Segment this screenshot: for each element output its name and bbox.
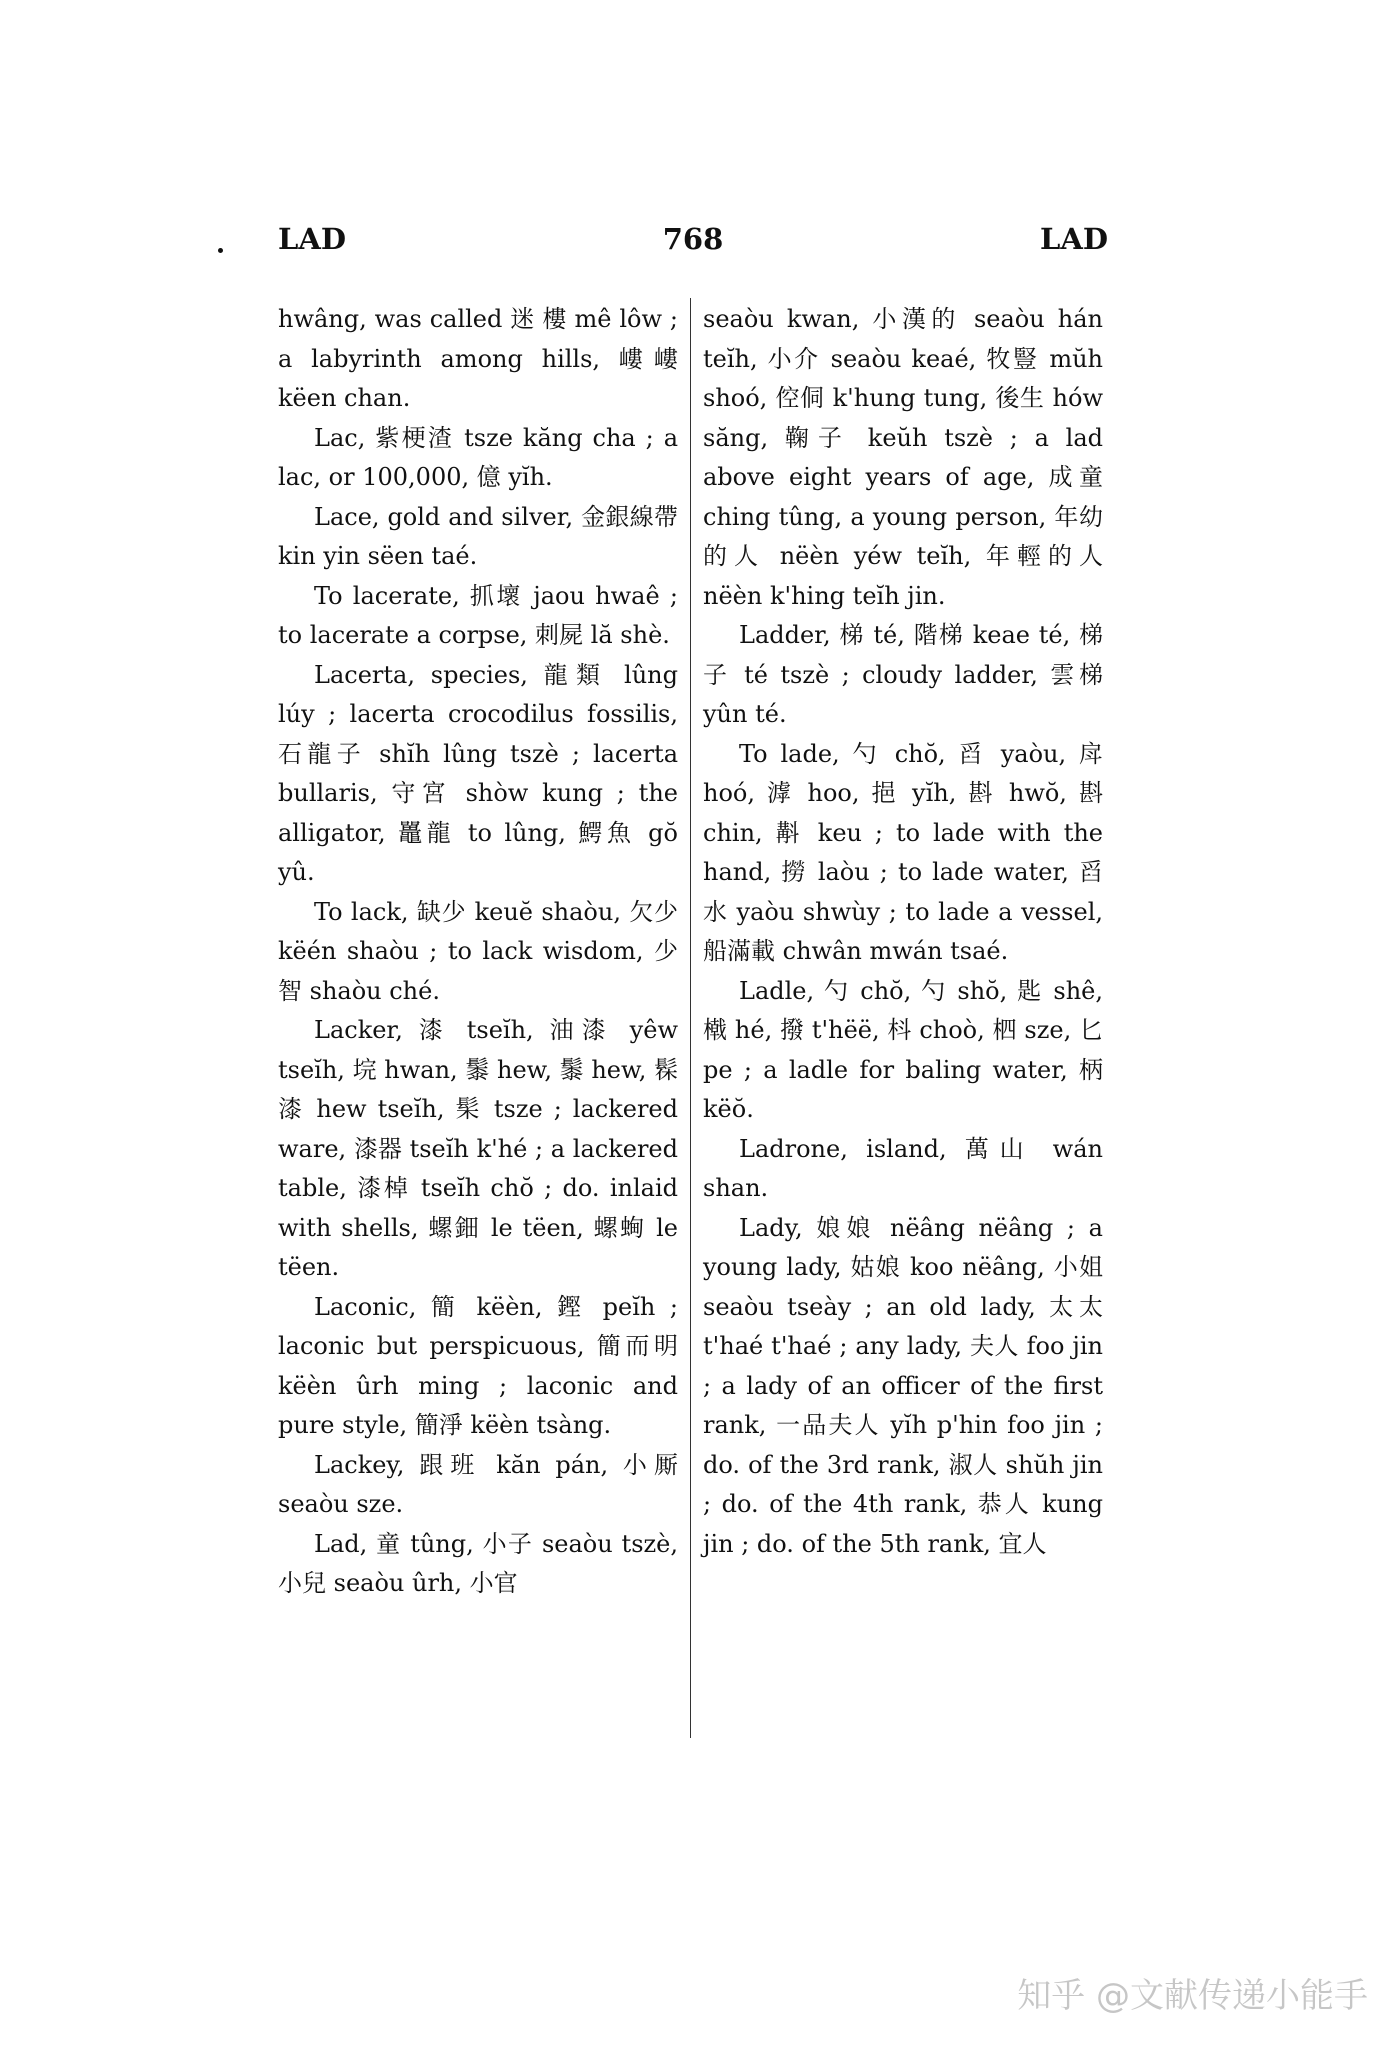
dictionary-entry: Ladrone, island, 萬山 wán shan. <box>703 1134 1103 1202</box>
dictionary-entry: Lacerta, species, 龍類 lûng lúy ; lacerta crocodilus fossilis, 石龍子 shĭh lûng tszè ; lacerta bullaris, 守宮 shòw kung ; the alligator, 鼉龍 to lûng, 鰐魚 gŏ yû. <box>278 660 678 886</box>
header-left-word: LAD <box>278 222 347 256</box>
column-rule <box>690 298 691 1738</box>
watermark: 知乎 @文献传递小能手 <box>1017 1976 1368 2016</box>
left-column <box>278 300 678 1604</box>
dictionary-entry: Ladle, 勺 chŏ, 勺 shŏ, 匙 shê, 橶 hé, 撥 t'hëë, 枓 choò, 柶 sze, 匕 pe ; a ladle for baling water, 柄 këŏ. <box>703 976 1103 1123</box>
entry-continuation: seaòu kwan, 小漢的 seaòu hán teĭh, 小介 seaòu keaé, 牧豎 mŭh shoó, 倥侗 k'hung tung, 後生 hów săng, 鞠子 keŭh tszè ; a lad above eight years of age, 成童 ching tûng, a young person, 年幼的人 nëèn yéw teĭh, 年輕的人 nëèn k'hing teĭh jin. <box>703 305 1103 610</box>
dictionary-entry: To lack, 缺少 keuĕ shaòu, 欠少 këén shaòu ; to lack wisdom, 少智 shaòu ché. <box>278 897 678 1005</box>
dictionary-entry: Lad, 童 tûng, 小子 seaòu tszè, 小兒 seaòu ûrh, 小官 <box>278 1529 678 1597</box>
header-right-word: LAD <box>1039 222 1108 256</box>
dictionary-entry: To lacerate, 抓壞 jaou hwaê ; to lacerate a corpse, 刺屍 lă shè. <box>278 581 678 649</box>
dictionary-entry: Laconic, 簡 këèn, 鏗 peĭh ; laconic but perspicuous, 簡而明 këèn ûrh ming ; laconic and pure style, 簡淨 këèn tsàng. <box>278 1292 678 1439</box>
page-number: 768 <box>662 222 724 256</box>
running-head <box>278 222 1108 262</box>
right-column <box>703 300 1103 1564</box>
dictionary-entry: Lace, gold and silver, 金銀線帶 kin yin sëen taé. <box>278 502 678 570</box>
dictionary-entry: Lacker, 漆 tseĭh, 油漆 yêw tseĭh, 垸 hwan, 䰍 hew, 䰍 hew, 髹漆 hew tseĭh, 髤 tsze ; lackered ware, 漆器 tseĭh k'hé ; a lackered table, 漆棹 tseĭh chŏ ; do. inlaid with shells, 螺鈿 le tëen, 螺蜔 le tëen. <box>278 1016 678 1281</box>
entry-continuation: hwâng, was called 迷 樓 mê lôw ; a labyrinth among hills, 嶁嶁 këen chan. <box>278 305 678 412</box>
dictionary-entry: To lade, 勺 chŏ, 舀 yaòu, 戽 hoó, 滹 hoo, 挹 yĭh, 斟 hwŏ, 斟 chin, 斠 keu ; to lade with the hand, 撈 laòu ; to lade water, 舀水 yaòu shwùy ; to lade a vessel, 船滿載 chwân mwán tsaé. <box>703 739 1103 965</box>
ink-dot <box>218 248 223 253</box>
dictionary-entry: Lackey, 跟班 kăn pán, 小厮 seaòu sze. <box>278 1450 678 1518</box>
dictionary-entry: Ladder, 梯 té, 階梯 keae té, 梯子 té tszè ; cloudy ladder, 雲梯 yûn té. <box>703 621 1103 728</box>
dictionary-entry: Lady, 娘娘 nëâng nëâng ; a young lady, 姑娘 koo nëâng, 小姐 seaòu tseày ; an old lady, 太太 t'haé t'haé ; any lady, 夫人 foo jin ; a lady of an officer of the first rank, 一品夫人 yĭh p'hin foo jin ; do. of the 3rd rank, 淑人 shŭh jin ; do. of the 4th rank, 恭人 kung jin ; do. of the 5th rank, 宜人 <box>703 1213 1103 1558</box>
dictionary-entry: Lac, 紫梗渣 tsze kăng cha ; a lac, or 100,000, 億 yĭh. <box>278 423 678 491</box>
